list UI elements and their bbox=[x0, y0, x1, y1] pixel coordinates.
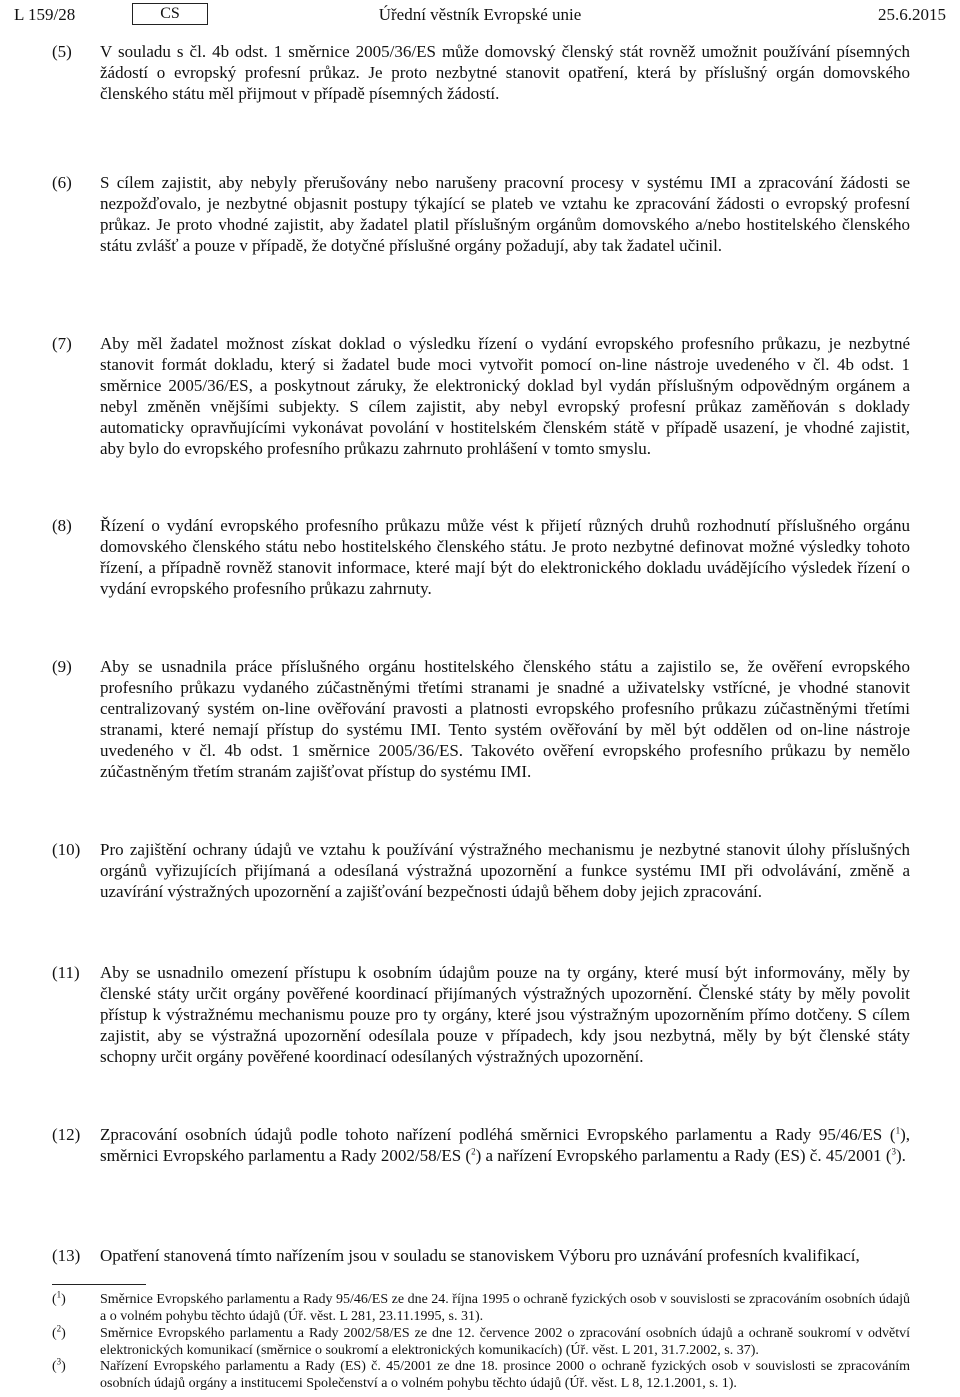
footnote-number: ($^2$) bbox=[52, 1323, 66, 1341]
recital-number: (10) bbox=[52, 840, 81, 859]
publication-date: 25.6.2015 bbox=[878, 5, 946, 24]
recital-text: Pro zajištění ochrany údajů ve vztahu k používání výstražného mechanismu je nezbytné stanovit úlohy příslušných orgánů vyřizujících přijímaná a odesílaná výstražná upozornění a funkce systému IMI při odvolávání, změně a uzavírání výstražných upozornění a zajišťování bezpečnosti údajů během doby jejich zpracování. bbox=[100, 840, 910, 901]
footnote-text: Nařízení Evropského parlamentu a Rady (ES) č. 45/2001 ze dne 18. prosince 2000 o ochraně fyzických osob v souvislosti se zpracováním osobních údajů orgány a institucemi Společenství a o volném pohybu těchto údajů (Úř. věst. L 8, 12.1.2001, s. 1). bbox=[100, 1359, 910, 1391]
recital-number: (7) bbox=[52, 334, 72, 353]
recital-text: Zpracování osobních údajů podle tohoto nařízení podléhá směrnici Evropského parlamentu a Rady 95/46/ES ($^1$), směrnici Evropského parlamentu a Rady 2002/58/ES ($^2$) a nařízení Evropského parlamentu a Rady (ES) č. 45/2001 ($^3$). bbox=[100, 1125, 910, 1165]
footnote-ref-2[interactable]: 2 bbox=[471, 1146, 476, 1157]
recital-text: Aby se usnadnila práce příslušného orgánu hostitelského členského státu a zajistilo se, že ověření evropského profesního průkazu vydaného zúčastněnými třetími stranami je snadné a uživatelsky vstřícné, je vhodné stanovit centralizovaný systém on-line ověřování pravosti a platnosti evropského profesního průkazu zúčastněnými třetími stranami, které nemají přístup do systému IMI. Tento systém ověřování by měl být oddělen od on-line nástroje uvedeného v čl. 4b odst. 1 směrnice 2005/36/ES. Takovéto ověření evropského profesního průkazu by nemělo zúčastněným třetím stranám zajišťovat přístup do systému IMI. bbox=[100, 657, 910, 781]
recital-13 bbox=[52, 1245, 910, 1266]
recital-number: (13) bbox=[52, 1246, 81, 1265]
page-header bbox=[14, 0, 946, 30]
recital-5 bbox=[52, 41, 910, 104]
recital-number: (11) bbox=[52, 963, 80, 982]
recital-11 bbox=[52, 962, 910, 1067]
journal-title: Úřední věstník Evropské unie bbox=[378, 5, 582, 24]
footnote-text: Směrnice Evropského parlamentu a Rady 95/46/ES ze dne 24. října 1995 o ochraně fyzických osob v souvislosti se zpracováním osobních údajů a o volném pohybu těchto údajů (Úř. věst. L 281, 23.11.1995, s. 31). bbox=[100, 1292, 910, 1324]
footnote-2 bbox=[52, 1323, 910, 1359]
recital-text: Řízení o vydání evropského profesního průkazu může vést k přijetí různých druhů rozhodnutí příslušného orgánu domovského členského státu nebo hostitelského členského státu. Je proto nezbytné definovat možné výsledky tohoto řízení, a případně rovněž stanovit informace, které mají být do elektronického dokladu uvádějícího výsledek řízení o vydání evropského profesního průkazu zahrnuty. bbox=[100, 516, 910, 598]
footnote-divider bbox=[52, 1284, 146, 1285]
recital-8 bbox=[52, 515, 910, 599]
recital-10 bbox=[52, 839, 910, 902]
footnote-number: ($^1$) bbox=[52, 1289, 66, 1307]
recital-7 bbox=[52, 333, 910, 459]
recital-9 bbox=[52, 656, 910, 782]
recital-text: Aby měl žadatel možnost získat doklad o výsledku řízení o vydání evropského profesního průkazu, je nezbytné stanovit formát dokladu, který si žadatel bude moci vytvořit pomocí on-line nástroje uvedeného v čl. 4b odst. 1 směrnice 2005/36/ES, a poskytnout záruky, že elektronický doklad byl vydán příslušným odpovědným orgánem a nebyl změněn vnějšími subjekty. S cílem zajistit, aby nebyl evropský profesní průkaz zaměňován s doklady automaticky opravňujícími vykonávat povolání v hostitelském členském státě v případě usazení, je vhodné zajistit, aby bylo do evropského profesního průkazu zahrnuto prohlášení v tomto smyslu. bbox=[100, 334, 910, 458]
recital-text: Aby se usnadnilo omezení přístupu k osobním údajům pouze na ty orgány, které musí být informovány, měly by členské státy určit orgány pověřené koordinací přijímaných výstražných upozornění. Členské státy by měly povolit přístup k výstražnému mechanismu pouze pro ty orgány, které jsou výstražným upozorněním přímo dotčeny. S cílem zajistit, aby se výstražná upozornění odesílala pouze v případech, kdy jsou nezbytná, měly by být členské státy schopny určit orgány pověřené koordinací odesílaných výstražných upozornění. bbox=[100, 963, 910, 1066]
footnote-ref-1[interactable]: 1 bbox=[895, 1125, 901, 1136]
footnote-ref-3[interactable]: 3 bbox=[891, 1146, 896, 1157]
footnote-text: Směrnice Evropského parlamentu a Rady 2002/58/ES ze dne 12. července 2002 o zpracování osobních údajů a ochraně soukromí v odvětví elektronických komunikací (směrnice o soukromí a elektronických komunikacích) (Úř. věst. L 201, 31.7.2002, s. 37). bbox=[100, 1326, 910, 1358]
recital-number: (5) bbox=[52, 42, 72, 61]
recital-12 bbox=[52, 1124, 910, 1166]
recital-6 bbox=[52, 172, 910, 256]
recital-number: (6) bbox=[52, 173, 72, 192]
recital-number: (9) bbox=[52, 657, 72, 676]
language-badge: CS bbox=[132, 3, 208, 25]
recital-text: V souladu s čl. 4b odst. 1 směrnice 2005/36/ES může domovský členský stát rovněž umožnit používání písemných žádostí o evropský profesní průkaz. Je proto nezbytné stanovit opatření, která by příslušný orgán domovského členského státu měl přijmout v případě písemných žádostí. bbox=[100, 42, 910, 103]
footnote-3 bbox=[52, 1356, 910, 1392]
recital-number: (8) bbox=[52, 516, 72, 535]
footnote-1 bbox=[52, 1289, 910, 1325]
footnote-number: ($^3$) bbox=[52, 1356, 66, 1374]
recital-number: (12) bbox=[52, 1125, 81, 1144]
recital-text: Opatření stanovená tímto nařízením jsou v souladu se stanoviskem Výboru pro uznávání profesních kvalifikací, bbox=[100, 1246, 860, 1265]
page-reference: L 159/28 bbox=[14, 5, 76, 24]
recital-text: S cílem zajistit, aby nebyly přerušovány nebo narušeny pracovní procesy v systému IMI a zpracování žádosti se nezpožďovalo, je nezbytné objasnit postupy týkající se plateb ve vztahu ke zpracování žádosti o evropský profesní průkaz. Je proto vhodné zajistit, aby žadatel platil příslušným orgánům domovského a/nebo hostitelského členského státu zvlášť a pouze v případě, že dotyčné příslušné orgány požadují, aby tak žadatel učinil. bbox=[100, 173, 910, 255]
